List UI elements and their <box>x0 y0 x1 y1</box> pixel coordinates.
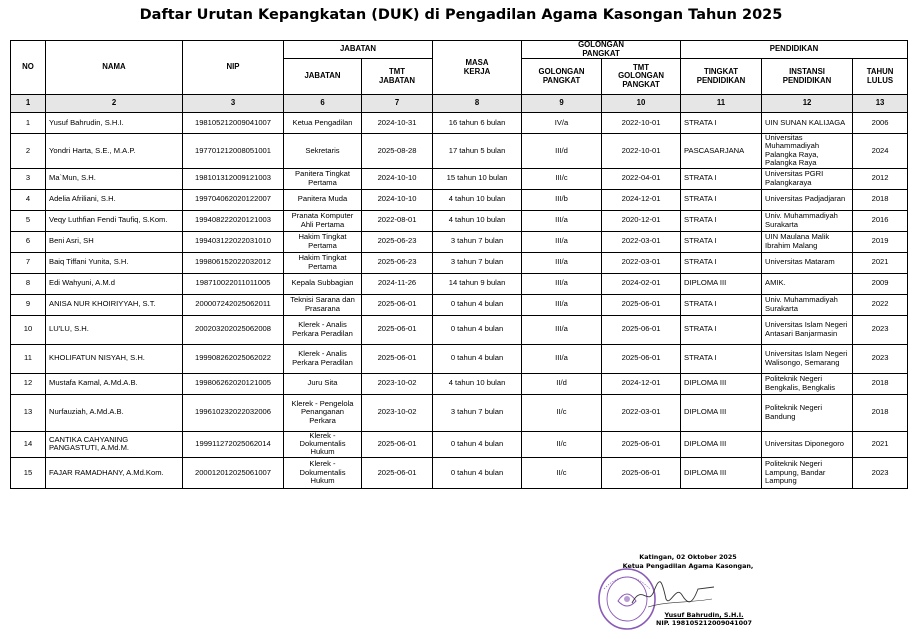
cell-tingkat: STRATA I <box>681 210 762 231</box>
cell-golongan: II/c <box>522 431 602 457</box>
cell-instansi: AMIK. <box>762 273 853 294</box>
cell-nama: Yusuf Bahrudin, S.H.I. <box>46 113 183 134</box>
signature-scribble <box>628 577 718 613</box>
header-golongan-group: GOLONGAN PANGKAT <box>522 41 681 59</box>
cell-no: 4 <box>11 189 46 210</box>
cell-no: 15 <box>11 457 46 488</box>
cell-nama: FAJAR RAMADHANY, A.Md.Kom. <box>46 457 183 488</box>
cell-tmt-jabatan: 2022-08-01 <box>362 210 433 231</box>
cell-tahun: 2016 <box>853 210 908 231</box>
cell-instansi: Politeknik Negeri Lampung, Bandar Lampung <box>762 457 853 488</box>
duk-table <box>10 40 908 489</box>
cell-no: 5 <box>11 210 46 231</box>
cell-jabatan: Kepala Subbagian <box>284 273 362 294</box>
cell-tmt-golongan: 2025-06-01 <box>602 431 681 457</box>
cell-nama: Mustafa Kamal, A.Md.A.B. <box>46 373 183 394</box>
cell-masa-kerja: 4 tahun 10 bulan <box>433 189 522 210</box>
cell-tmt-jabatan: 2025-06-01 <box>362 294 433 315</box>
cell-nip: 199610232022032006 <box>183 394 284 431</box>
document-title: Daftar Urutan Kepangkatan (DUK) di Pengadilan Agama Kasongan Tahun 2025 <box>139 7 783 23</box>
table-row <box>11 394 908 431</box>
cell-no: 11 <box>11 344 46 373</box>
column-number: 12 <box>762 95 853 113</box>
table-row <box>11 273 908 294</box>
cell-tingkat: STRATA I <box>681 252 762 273</box>
cell-nip: 200012012025061007 <box>183 457 284 488</box>
cell-tmt-jabatan: 2025-06-01 <box>362 431 433 457</box>
cell-tingkat: DIPLOMA III <box>681 394 762 431</box>
cell-golongan: III/c <box>522 168 602 189</box>
cell-tmt-jabatan: 2025-06-01 <box>362 457 433 488</box>
cell-tahun: 2022 <box>853 294 908 315</box>
signature-role: Ketua Pengadilan Agama Kasongan, <box>622 562 754 570</box>
cell-nip: 199911272025062014 <box>183 431 284 457</box>
cell-tingkat: STRATA I <box>681 189 762 210</box>
cell-tahun: 2021 <box>853 252 908 273</box>
table-row <box>11 431 908 457</box>
cell-jabatan: Klerek - Pengelola Penanganan Perkara <box>284 394 362 431</box>
column-number: 2 <box>46 95 183 113</box>
cell-instansi: Universitas Diponegoro <box>762 431 853 457</box>
cell-masa-kerja: 15 tahun 10 bulan <box>433 168 522 189</box>
cell-tingkat: PASCASARJANA <box>681 134 762 169</box>
cell-nama: CANTIKA CAHYANING PANGASTUTI, A.Md.M. <box>46 431 183 457</box>
header-tingkat: TINGKAT PENDIDIKAN <box>681 59 762 95</box>
cell-tahun: 2018 <box>853 189 908 210</box>
header-masa-kerja: MASA KERJA <box>433 41 522 95</box>
header-jabatan-group: JABATAN <box>284 41 433 59</box>
cell-tmt-golongan: 2025-06-01 <box>602 294 681 315</box>
table-row <box>11 168 908 189</box>
cell-masa-kerja: 0 tahun 4 bulan <box>433 457 522 488</box>
cell-instansi: Universitas Mataram <box>762 252 853 273</box>
cell-masa-kerja: 4 tahun 10 bulan <box>433 373 522 394</box>
table-row <box>11 210 908 231</box>
cell-tmt-jabatan: 2023-10-02 <box>362 394 433 431</box>
cell-masa-kerja: 0 tahun 4 bulan <box>433 315 522 344</box>
cell-tingkat: DIPLOMA III <box>681 373 762 394</box>
cell-jabatan: Juru Sita <box>284 373 362 394</box>
cell-nama: Adelia Afriliani, S.H. <box>46 189 183 210</box>
header-jabatan: JABATAN <box>284 59 362 95</box>
cell-jabatan: Klerek - Analis Perkara Peradilan <box>284 315 362 344</box>
cell-jabatan: Panitera Tingkat Pertama <box>284 168 362 189</box>
cell-tmt-jabatan: 2023-10-02 <box>362 373 433 394</box>
cell-tmt-golongan: 2025-06-01 <box>602 344 681 373</box>
cell-tmt-golongan: 2024-12-01 <box>602 373 681 394</box>
cell-nama: Veqy Luthfian Fendi Taufiq, S.Kom. <box>46 210 183 231</box>
cell-tmt-golongan: 2024-02-01 <box>602 273 681 294</box>
cell-jabatan: Hakim Tingkat Pertama <box>284 231 362 252</box>
cell-masa-kerja: 0 tahun 4 bulan <box>433 294 522 315</box>
cell-tmt-golongan: 2025-06-01 <box>602 315 681 344</box>
cell-no: 6 <box>11 231 46 252</box>
cell-instansi: UIN Maulana Malik Ibrahim Malang <box>762 231 853 252</box>
cell-tingkat: STRATA I <box>681 294 762 315</box>
cell-tmt-jabatan: 2024-11-26 <box>362 273 433 294</box>
cell-tmt-golongan: 2022-04-01 <box>602 168 681 189</box>
cell-tmt-golongan: 2022-10-01 <box>602 113 681 134</box>
cell-jabatan: Panitera Muda <box>284 189 362 210</box>
cell-golongan: III/a <box>522 252 602 273</box>
cell-tmt-jabatan: 2024-10-10 <box>362 189 433 210</box>
cell-tmt-jabatan: 2024-10-31 <box>362 113 433 134</box>
cell-nip: 199806262020121005 <box>183 373 284 394</box>
signature-block <box>598 553 778 627</box>
column-number: 8 <box>433 95 522 113</box>
cell-tmt-jabatan: 2025-06-23 <box>362 231 433 252</box>
cell-jabatan: Ketua Pengadilan <box>284 113 362 134</box>
cell-instansi: Politeknik Negeri Bengkalis, Bengkalis <box>762 373 853 394</box>
column-number: 3 <box>183 95 284 113</box>
cell-tmt-golongan: 2025-06-01 <box>602 457 681 488</box>
cell-tahun: 2023 <box>853 344 908 373</box>
cell-no: 1 <box>11 113 46 134</box>
cell-instansi: Universitas PGRI Palangkaraya <box>762 168 853 189</box>
cell-masa-kerja: 0 tahun 4 bulan <box>433 344 522 373</box>
table-row <box>11 134 908 169</box>
cell-nama: KHOLIFATUN NISYAH, S.H. <box>46 344 183 373</box>
cell-nama: Nurfauziah, A.Md.A.B. <box>46 394 183 431</box>
header-tmt-jabatan: TMT JABATAN <box>362 59 433 95</box>
cell-golongan: III/a <box>522 294 602 315</box>
cell-masa-kerja: 3 tahun 7 bulan <box>433 394 522 431</box>
cell-tmt-jabatan: 2025-06-23 <box>362 252 433 273</box>
cell-tahun: 2006 <box>853 113 908 134</box>
header-tmt-golongan: TMT GOLONGAN PANGKAT <box>602 59 681 95</box>
header-instansi: INSTANSI PENDIDIKAN <box>762 59 853 95</box>
cell-tahun: 2018 <box>853 394 908 431</box>
cell-tmt-golongan: 2022-03-01 <box>602 252 681 273</box>
cell-nama: Beni Asri, SH <box>46 231 183 252</box>
cell-instansi: Univ. Muhammadiyah Surakarta <box>762 210 853 231</box>
table-row <box>11 113 908 134</box>
cell-golongan: II/c <box>522 457 602 488</box>
table-row <box>11 231 908 252</box>
cell-tahun: 2024 <box>853 134 908 169</box>
cell-nama: Baiq Tiffani Yunita, S.H. <box>46 252 183 273</box>
cell-nip: 197701212008051001 <box>183 134 284 169</box>
cell-nip: 200203202025062008 <box>183 315 284 344</box>
cell-nip: 198101312009121003 <box>183 168 284 189</box>
cell-golongan: II/d <box>522 373 602 394</box>
cell-nama: ANISA NUR KHOIRIYYAH, S.T. <box>46 294 183 315</box>
cell-golongan: III/a <box>522 231 602 252</box>
cell-nip: 199408222020121003 <box>183 210 284 231</box>
table-row <box>11 252 908 273</box>
cell-golongan: IV/a <box>522 113 602 134</box>
table-row <box>11 315 908 344</box>
cell-tmt-jabatan: 2025-06-01 <box>362 344 433 373</box>
cell-tmt-jabatan: 2025-06-01 <box>362 315 433 344</box>
header-no: NO <box>11 41 46 95</box>
cell-tmt-golongan: 2022-03-01 <box>602 394 681 431</box>
cell-jabatan: Sekretaris <box>284 134 362 169</box>
cell-tingkat: STRATA I <box>681 315 762 344</box>
header-nip: NIP <box>183 41 284 95</box>
cell-no: 13 <box>11 394 46 431</box>
cell-nama: Edi Wahyuni, A.M.d <box>46 273 183 294</box>
column-number-row <box>11 95 908 113</box>
cell-tahun: 2019 <box>853 231 908 252</box>
column-number: 6 <box>284 95 362 113</box>
cell-masa-kerja: 0 tahun 4 bulan <box>433 431 522 457</box>
cell-tahun: 2012 <box>853 168 908 189</box>
cell-golongan: III/a <box>522 210 602 231</box>
cell-masa-kerja: 17 tahun 5 bulan <box>433 134 522 169</box>
cell-nip: 199908262025062022 <box>183 344 284 373</box>
cell-tingkat: STRATA I <box>681 344 762 373</box>
table-header <box>11 41 908 113</box>
cell-no: 8 <box>11 273 46 294</box>
header-tahun: TAHUN LULUS <box>853 59 908 95</box>
cell-no: 7 <box>11 252 46 273</box>
signature-place-date: Katingan, 02 Oktober 2025 <box>639 553 737 561</box>
cell-no: 10 <box>11 315 46 344</box>
cell-jabatan: Hakim Tingkat Pertama <box>284 252 362 273</box>
cell-nip: 198105212009041007 <box>183 113 284 134</box>
cell-tahun: 2023 <box>853 457 908 488</box>
cell-masa-kerja: 3 tahun 7 bulan <box>433 231 522 252</box>
cell-tingkat: DIPLOMA III <box>681 457 762 488</box>
cell-instansi: Universitas Muhammadiyah Palangka Raya, Palangka Raya <box>762 134 853 169</box>
cell-golongan: II/c <box>522 394 602 431</box>
cell-jabatan: Teknisi Sarana dan Prasarana <box>284 294 362 315</box>
cell-nip: 199403122022031010 <box>183 231 284 252</box>
table-row <box>11 457 908 488</box>
signature-nip: NIP. 198105212009041007 <box>656 619 752 627</box>
table-row <box>11 294 908 315</box>
cell-tmt-golongan: 2022-10-01 <box>602 134 681 169</box>
cell-golongan: III/a <box>522 315 602 344</box>
cell-tingkat: STRATA I <box>681 113 762 134</box>
cell-tmt-jabatan: 2024-10-10 <box>362 168 433 189</box>
cell-masa-kerja: 3 tahun 7 bulan <box>433 252 522 273</box>
cell-jabatan: Klerek - Dokumentalis Hukum <box>284 457 362 488</box>
table-row <box>11 373 908 394</box>
header-golongan: GOLONGAN PANGKAT <box>522 59 602 95</box>
cell-nama: Yondri Harta, S.E., M.A.P. <box>46 134 183 169</box>
cell-instansi: Univ. Muhammadiyah Surakarta <box>762 294 853 315</box>
cell-tingkat: STRATA I <box>681 231 762 252</box>
cell-masa-kerja: 4 tahun 10 bulan <box>433 210 522 231</box>
cell-golongan: III/a <box>522 273 602 294</box>
column-number: 11 <box>681 95 762 113</box>
column-number: 10 <box>602 95 681 113</box>
cell-tingkat: DIPLOMA III <box>681 273 762 294</box>
cell-instansi: Universitas Islam Negeri Antasari Banjarmasin <box>762 315 853 344</box>
cell-golongan: III/d <box>522 134 602 169</box>
cell-masa-kerja: 14 tahun 9 bulan <box>433 273 522 294</box>
cell-jabatan: Pranata Komputer Ahli Pertama <box>284 210 362 231</box>
cell-nip: 200007242025062011 <box>183 294 284 315</box>
header-nama: NAMA <box>46 41 183 95</box>
cell-golongan: III/a <box>522 344 602 373</box>
cell-nama: Ma`Mun, S.H. <box>46 168 183 189</box>
cell-tahun: 2018 <box>853 373 908 394</box>
cell-jabatan: Klerek - Analis Perkara Peradilan <box>284 344 362 373</box>
cell-nip: 199806152022032012 <box>183 252 284 273</box>
cell-nip: 198710022011011005 <box>183 273 284 294</box>
table-row <box>11 189 908 210</box>
cell-masa-kerja: 16 tahun 6 bulan <box>433 113 522 134</box>
cell-no: 9 <box>11 294 46 315</box>
cell-tmt-golongan: 2024-12-01 <box>602 189 681 210</box>
cell-instansi: Politeknik Negeri Bandung <box>762 394 853 431</box>
cell-tingkat: DIPLOMA III <box>681 431 762 457</box>
header-pendidikan-group: PENDIDIKAN <box>681 41 908 59</box>
cell-nama: LU'LU, S.H. <box>46 315 183 344</box>
cell-tahun: 2021 <box>853 431 908 457</box>
cell-tahun: 2009 <box>853 273 908 294</box>
table-body <box>11 113 908 489</box>
column-number: 13 <box>853 95 908 113</box>
cell-jabatan: Klerek - Dokumentalis Hukum <box>284 431 362 457</box>
cell-no: 14 <box>11 431 46 457</box>
cell-instansi: UIN SUNAN KALIJAGA <box>762 113 853 134</box>
cell-tingkat: STRATA I <box>681 168 762 189</box>
cell-no: 12 <box>11 373 46 394</box>
cell-tmt-jabatan: 2025-08-28 <box>362 134 433 169</box>
column-number: 7 <box>362 95 433 113</box>
cell-instansi: Universitas Islam Negeri Walisongo, Semarang <box>762 344 853 373</box>
table-row <box>11 344 908 373</box>
column-number: 1 <box>11 95 46 113</box>
cell-no: 2 <box>11 134 46 169</box>
column-number: 9 <box>522 95 602 113</box>
cell-golongan: III/b <box>522 189 602 210</box>
cell-no: 3 <box>11 168 46 189</box>
cell-nip: 199704062020122007 <box>183 189 284 210</box>
cell-tahun: 2023 <box>853 315 908 344</box>
cell-instansi: Universitas Padjadjaran <box>762 189 853 210</box>
cell-tmt-golongan: 2022-03-01 <box>602 231 681 252</box>
signature-name: Yusuf Bahrudin, S.H.I. <box>664 611 744 619</box>
cell-tmt-golongan: 2020-12-01 <box>602 210 681 231</box>
